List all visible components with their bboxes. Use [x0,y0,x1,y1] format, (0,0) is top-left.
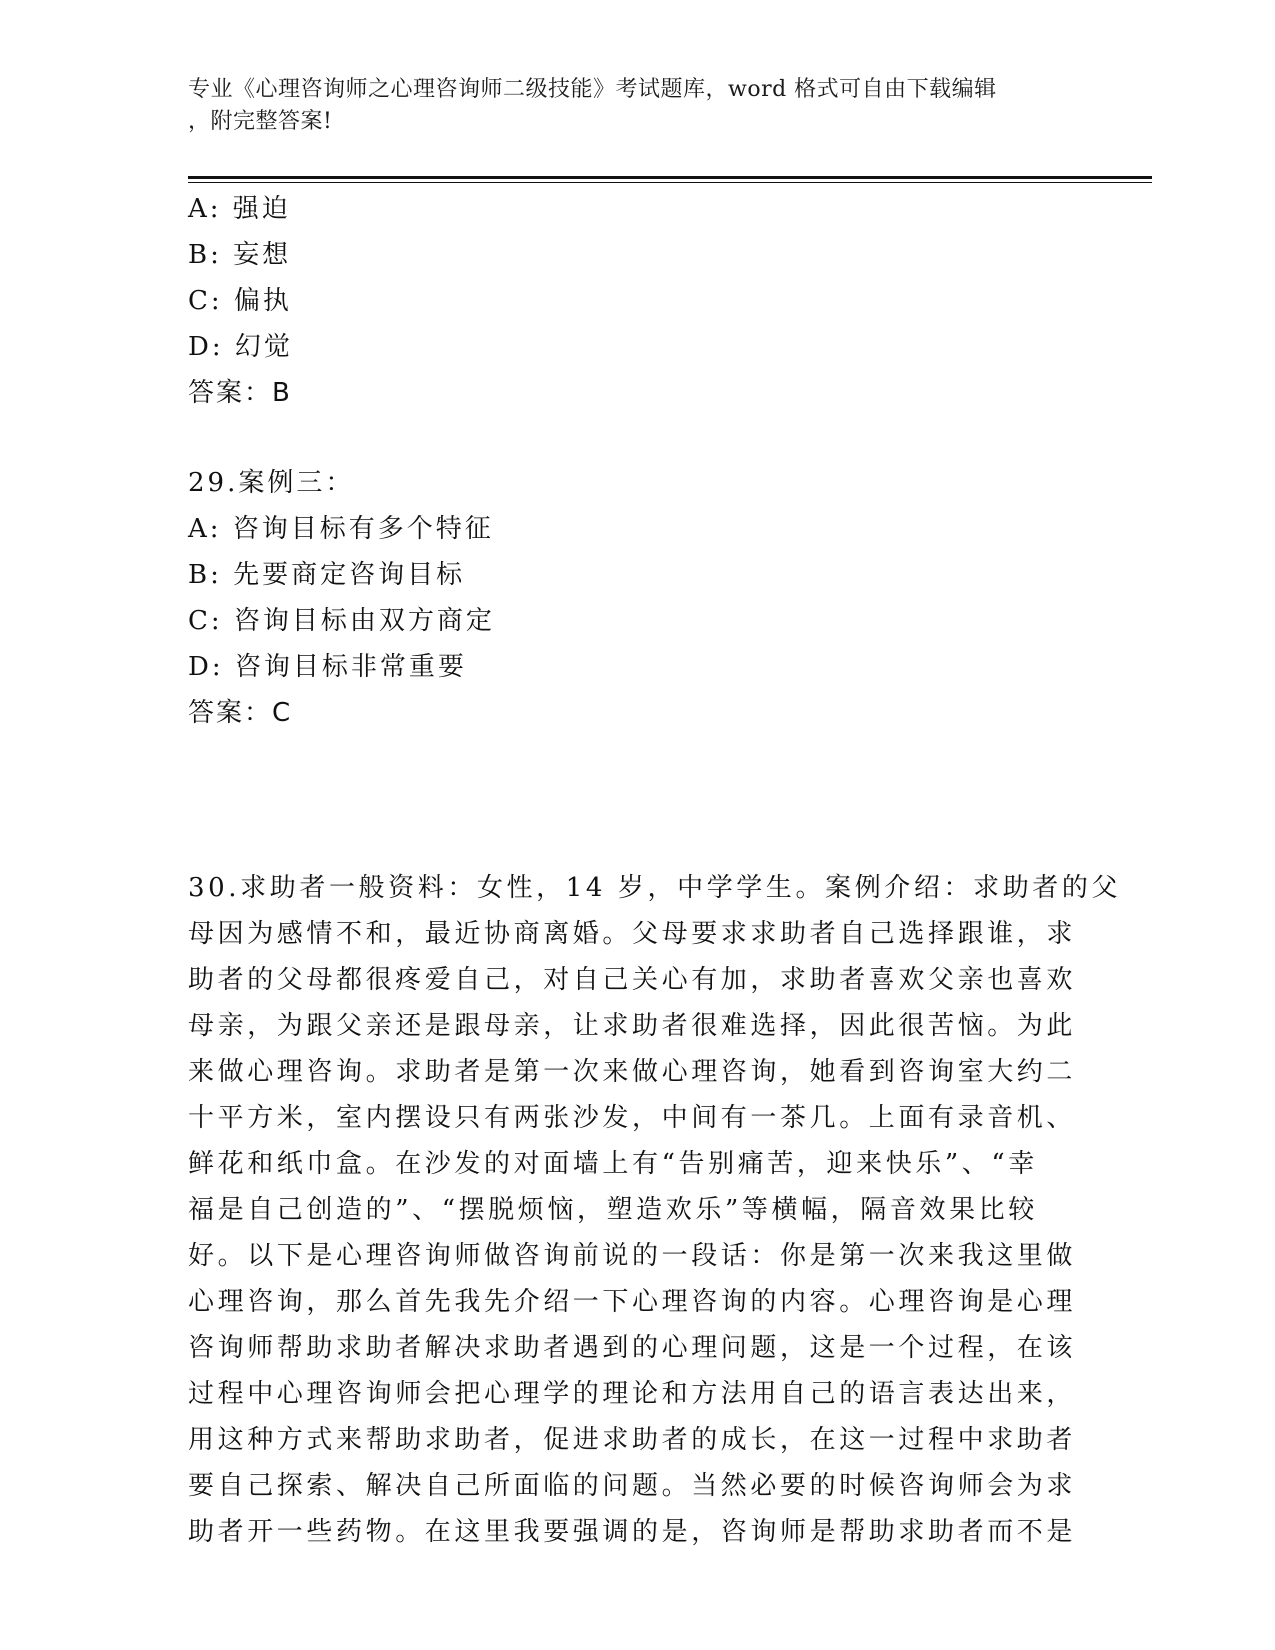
option-d: D: 幻觉 [188,332,293,362]
option-a: A: 咨询目标有多个特征 [188,514,494,544]
paragraph-line: 过程中心理咨询师会把心理学的理论和方法用自己的语言表达出来， [188,1379,1077,1409]
option-a: A: 强迫 [188,194,291,224]
paragraph-line: 助者的父母都很疼爱自己，对自己关心有加，求助者喜欢父亲也喜欢 [188,965,1077,995]
paragraph-line: 好。以下是心理咨询师做咨询前说的一段话：你是第一次来我这里做 [188,1241,1077,1271]
question-28-block [188,186,1088,416]
question-title: 29.案例三： [188,468,355,498]
option-b: B: 妄想 [188,240,292,270]
option-b: B: 先要商定咨询目标 [188,560,466,590]
paragraph-line: 母亲，为跟父亲还是跟母亲，让求助者很难选择，因此很苦恼。为此 [188,1011,1077,1041]
paragraph-line: 来做心理咨询。求助者是第一次来做心理咨询，她看到咨询室大约二 [188,1057,1077,1087]
paragraph-line: 用这种方式来帮助求助者，促进求助者的成长，在这一过程中求助者 [188,1425,1077,1455]
paragraph-line: 30.求助者一般资料：女性，14 岁，中学学生。案例介绍：求助者的父 [188,873,1122,903]
paragraph-line: 要自己探索、解决自己所面临的问题。当然必要的时候咨询师会为求 [188,1471,1077,1501]
header-line-2: ，附完整答案! [188,109,333,134]
option-c: C: 咨询目标由双方商定 [188,606,495,636]
header-line-1: 专业《心理咨询师之心理咨询师二级技能》考试题库，word 格式可自由下载编辑 [188,77,997,102]
paragraph-line: 鲜花和纸巾盒。在沙发的对面墙上有“告别痛苦，迎来快乐”、“幸 [188,1149,1038,1179]
question-30-paragraph [188,865,1122,1555]
question-29-block [188,460,1088,736]
paragraph-line: 助者开一些药物。在这里我要强调的是，咨询师是帮助求助者而不是 [188,1517,1077,1547]
paragraph-line: 咨询师帮助求助者解决求助者遇到的心理问题，这是一个过程，在该 [188,1333,1077,1363]
answer: 答案：B [188,378,292,408]
answer: 答案：C [188,698,293,728]
header-divider-thick [188,176,1152,179]
document-header [188,74,1068,138]
paragraph-line: 十平方米，室内摆设只有两张沙发，中间有一茶几。上面有录音机、 [188,1103,1077,1133]
paragraph-line: 福是自己创造的”、“摆脱烦恼，塑造欢乐”等横幅，隔音效果比较 [188,1195,1038,1225]
option-d: D: 咨询目标非常重要 [188,652,467,682]
paragraph-line: 心理咨询，那么首先我先介绍一下心理咨询的内容。心理咨询是心理 [188,1287,1077,1317]
header-divider-thin [188,182,1152,183]
paragraph-line: 母因为感情不和，最近协商离婚。父母要求求助者自己选择跟谁，求 [188,919,1077,949]
option-c: C: 偏执 [188,286,292,316]
